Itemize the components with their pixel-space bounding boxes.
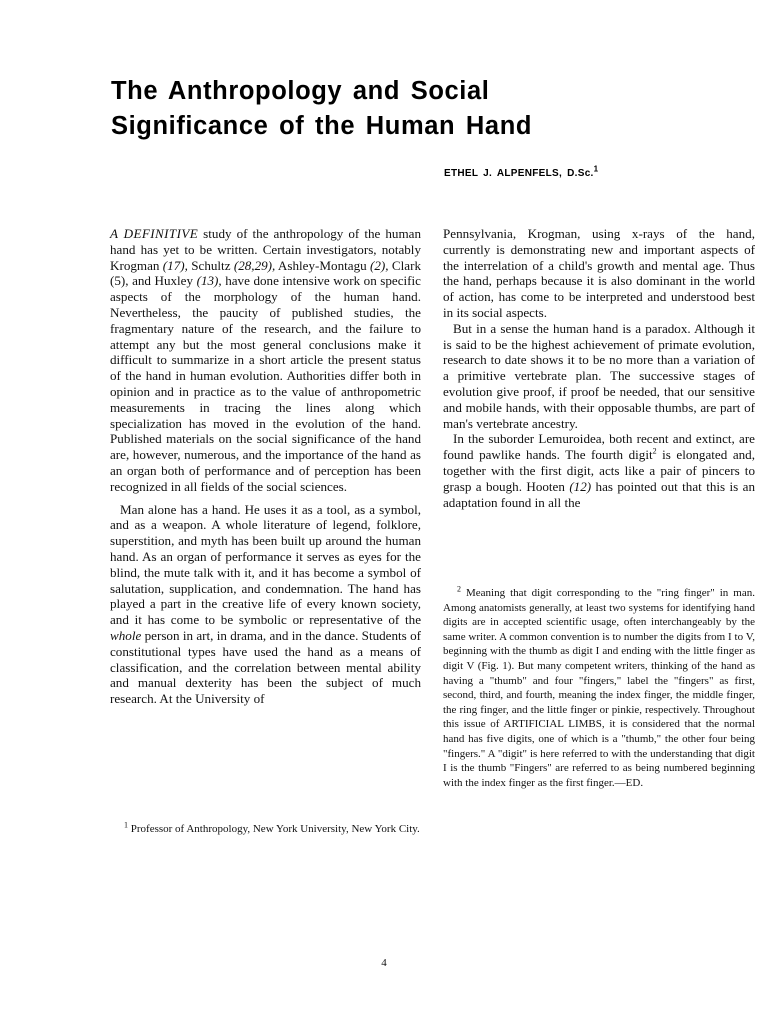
title-line-2: Significance of the Human Hand	[111, 112, 533, 140]
page-number: 4	[381, 957, 387, 969]
title-line-1: The Anthropology and Social	[111, 77, 490, 105]
footnote-2-text: Meaning that digit corresponding to the "ring finger" in man. Among anatomists generally, at least two systems for identifying hand digits are in accepted scientific usage, often interchangeably by the same writer. A common convention is to number the digits from I to V, beginning with the thumb as digit I and ending with the little finger as digit V (Fig. 1). But many competent writers, thinking of the hand as having a "thumb" and four "fingers," label the "fingers" as first, second, third, and fourth, meaning the index finger, the middle finger, the ring finger, and the little finger or pinkie, respectively. Throughout this issue of ARTIFICIAL LIMBS, it is considered that the normal hand has five digits, one of which is a "thumb," the other four being "fingers." A "digit" is here referred to with the understanding that digit I is the thumb "Fingers" are referred to as being numbered beginning with the index finger as the first finger.—ED.	[443, 587, 755, 789]
citation: (17),	[162, 257, 188, 273]
article-title	[111, 74, 671, 144]
author-footnote-ref: 1	[593, 164, 599, 174]
text-run: In the suborder Lemuroidea, both recent and extinct, are found pawlike hands. The fourth digit	[443, 431, 755, 463]
author-name: ETHEL J. ALPENFELS, D.Sc.	[444, 168, 594, 179]
text-run: Man alone has a hand. He uses it as a tool, as a symbol, and as a weapon. A whole literature of legend, folklore, superstition, and myth has been built up around the human hand. As an organ of performance it serves as eyes for the blind, the mute talk with it, and it has become a symbol of salutation, supplication, and condemnation. The hand has played a part in the creative life of every known society, and it has come to be symbolic or representative of the	[110, 501, 421, 628]
citation: (12)	[569, 478, 592, 494]
right-paragraph-1: Pennsylvania, Krogman, using x-rays of the hand, currently is demonstrating new and important aspects of the interrelation of a child's growth and mental age. Thus the hand, perhaps because it is also dominant in the world of action, has come to be interpreted and understood best in its social aspects.	[443, 226, 755, 320]
left-paragraph-1	[110, 226, 421, 495]
left-column	[110, 226, 421, 707]
right-column	[443, 226, 755, 510]
right-paragraph-2: But in a sense the human hand is a paradox. Although it is said to be the highest achievement of primate evolution, research to date shows it to be no more than a variation of a primitive vertebrate plan. The successive stages of evolution give proof, if proof be needed, that our sensitive and mobile hands, with their opposable thumbs, are part of man's vertebrate ancestry.	[443, 320, 755, 431]
left-paragraph-2	[110, 502, 421, 707]
right-paragraph-3	[443, 431, 755, 510]
citation: (13),	[196, 273, 222, 289]
footnote-1-text: Professor of Anthropology, New York University, New York City.	[130, 823, 420, 835]
text-run: study of the anthropology of the human hand has yet to be written. Certain investigators, notably Krogman	[110, 226, 421, 273]
text-run: Clark (5), and Huxley	[110, 257, 421, 289]
text-run: Ashley-Montagu	[275, 257, 371, 273]
footnote-2-marker: 2	[457, 584, 461, 594]
footnote-1	[110, 822, 422, 837]
text-run: person in art, in drama, and in the dance. Students of constitutional types have used the hand as a means of classification, and the correlation between mental ability and manual dexterity has been the subject of much research. At the University of	[110, 627, 421, 707]
text-run: have done intensive work on specific aspects of the morphology of the human hand. Nevertheless, the paucity of published studies, the fragmentary nature of the research, and the failure to attempt any but the most general conclusions make it difficult to summarize in a short article the present status of the hand in human evolution. Authorities differ both in opinion and in practice as to the value of anthropometric measurements in tracing the lines along which specialization has moved in the evolution of the hand. Published materials on the social significance of the hand are, however, numerous, and the importance of the hand as an organ both of performance and of perception has been recognized in all fields of the social sciences.	[110, 273, 421, 494]
text-run: Schultz	[187, 257, 234, 273]
citation: (2),	[370, 257, 389, 273]
footnote-1-marker: 1	[124, 820, 128, 830]
lead-in: A DEFINITIVE	[110, 226, 199, 241]
text-run: has pointed out that this is an adaptation found in all the	[443, 478, 755, 510]
footnote-2	[443, 586, 755, 790]
citation: (28,29),	[233, 257, 276, 273]
text-run: is elongated and, together with the first digit, acts like a pair of pincers to grasp a bough. Hooten	[443, 447, 755, 494]
author-byline	[444, 164, 599, 179]
footnote-2-ref: 2	[652, 446, 657, 456]
emphasis: whole	[110, 627, 142, 643]
